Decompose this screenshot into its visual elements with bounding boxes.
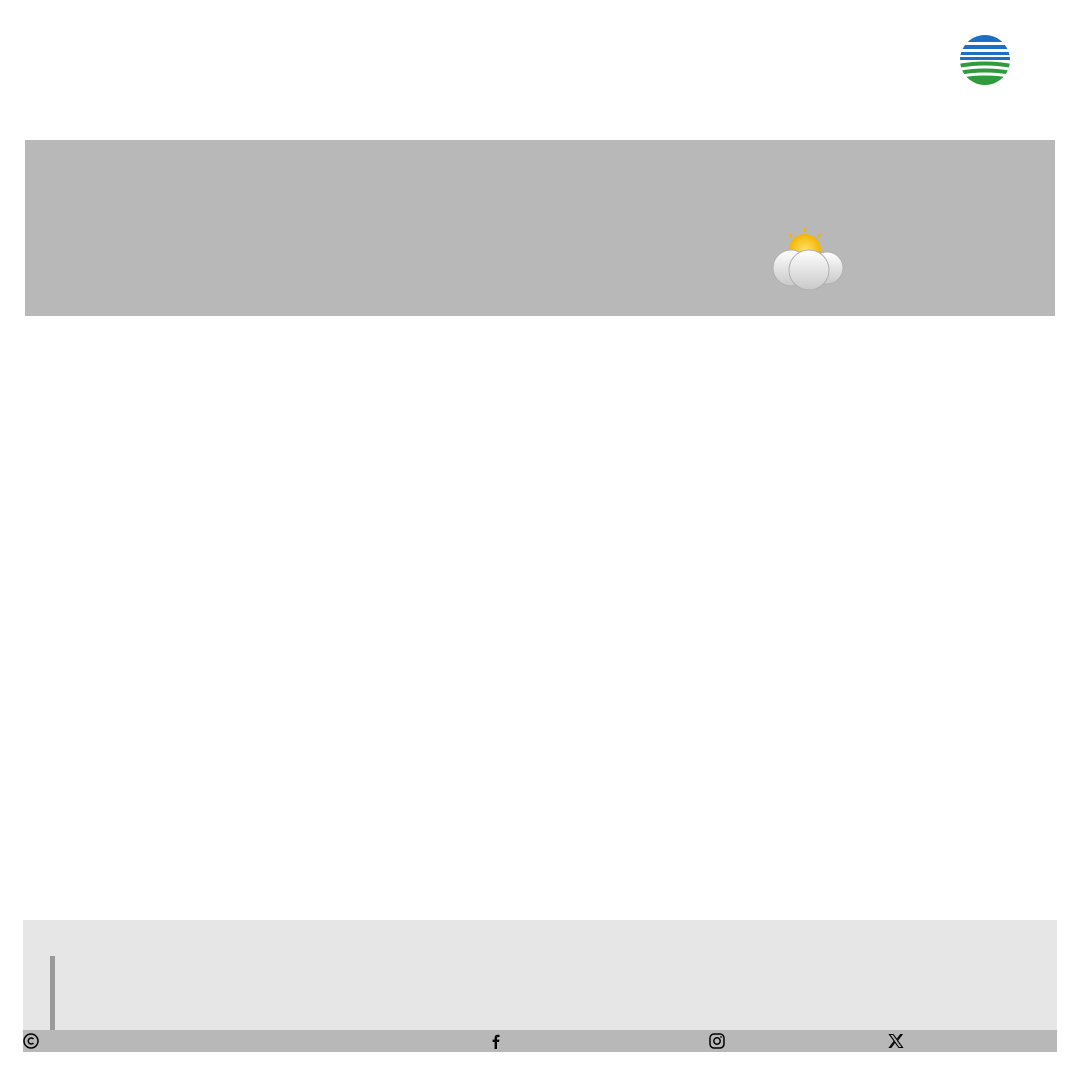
current-weather-banner bbox=[25, 140, 1055, 316]
copyright-icon bbox=[23, 1033, 39, 1049]
footer-accent-bar bbox=[50, 956, 55, 1030]
footer-info bbox=[23, 920, 1057, 1030]
temperature-chart bbox=[0, 460, 1080, 600]
bottom-bar bbox=[23, 1030, 1057, 1052]
sun-behind-cloud-icon bbox=[769, 228, 851, 294]
facebook-link[interactable] bbox=[488, 1033, 508, 1049]
bmkg-logo-icon bbox=[958, 34, 1012, 86]
bmkg-logo bbox=[958, 34, 1012, 102]
instagram-icon bbox=[709, 1033, 725, 1049]
instagram-link[interactable] bbox=[709, 1033, 729, 1049]
copyright bbox=[23, 1033, 43, 1049]
x-icon bbox=[888, 1033, 904, 1049]
qr-code[interactable] bbox=[924, 924, 1030, 1030]
x-link[interactable] bbox=[888, 1033, 908, 1049]
facebook-icon bbox=[488, 1033, 504, 1049]
